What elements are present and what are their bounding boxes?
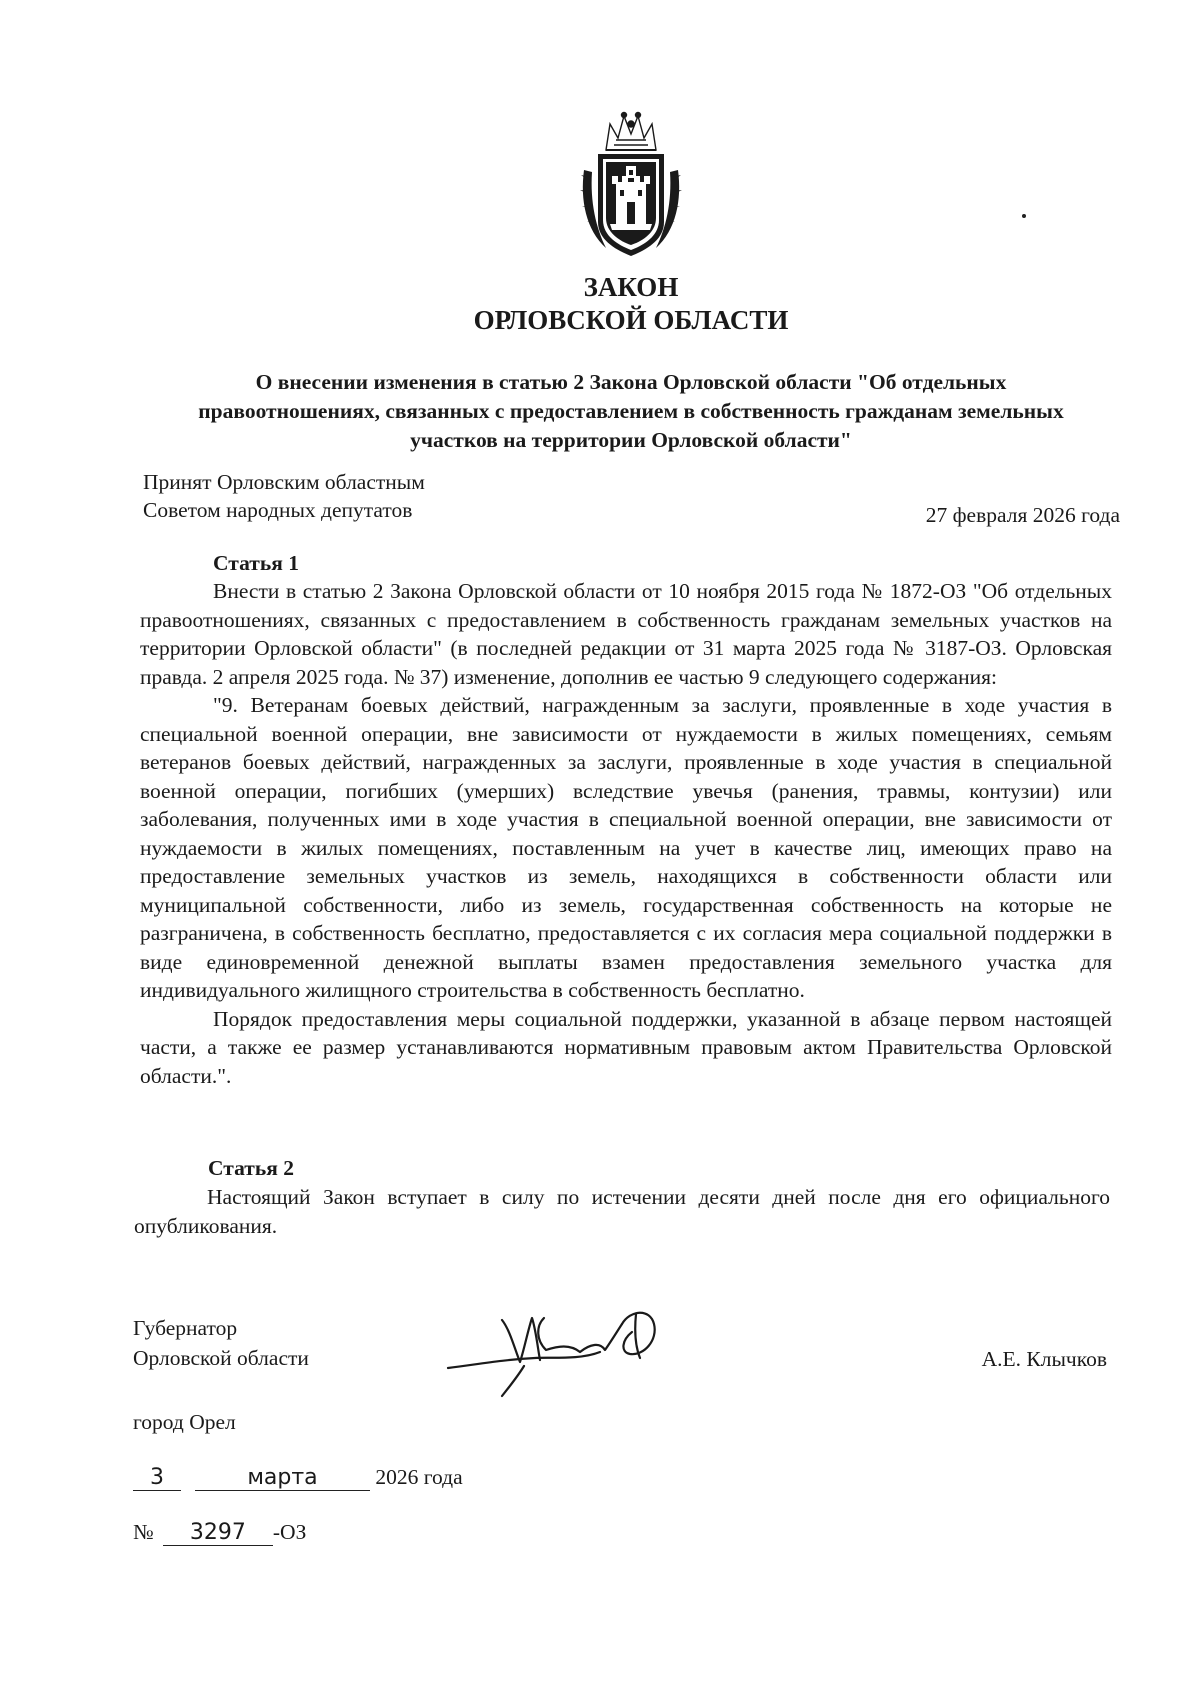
law-number-value: 3297 <box>163 1521 273 1546</box>
signing-month: марта <box>195 1466 370 1491</box>
law-number-prefix: № <box>133 1520 154 1544</box>
article-1-paragraph-3: Порядок предоставления меры социальной поддержки, указанной в абзаце первом настоящей части, а также ее размер устанавливаются нормативным правовым актом Правительства Орловской области.". <box>140 1006 1112 1088</box>
law-number-suffix: -ОЗ <box>272 1520 307 1544</box>
adoption-block <box>143 468 425 524</box>
signing-day: 3 <box>133 1466 181 1491</box>
law-number <box>133 1520 306 1546</box>
handwritten-signature <box>440 1300 700 1400</box>
governor-title-line-2: Орловской области <box>133 1346 309 1370</box>
city: город Орел <box>133 1410 236 1434</box>
article-1-paragraph-1: Внести в статью 2 Закона Орловской области от 10 ноября 2015 года № 1872-ОЗ "Об отдельных правоотношениях, связанных с предоставлением в собственность гражданам земельных участков на территории Орловской области" (в последней редакции от 31 марта 2025 года № 3187-ОЗ. Орловская правда. 2 апреля 2025 года. № 37) изменение, дополнив ее частью 9 следующего содержания: <box>140 579 1112 689</box>
article-2-heading: Статья 2 <box>208 1156 294 1180</box>
adoption-line-1: Принят Орловским областным <box>143 470 425 494</box>
adoption-date: 27 февраля 2026 года <box>925 503 1120 527</box>
governor-name: А.Е. Клычков <box>981 1347 1107 1371</box>
coat-of-arms-icon <box>576 110 686 260</box>
region-title: ОРЛОВСКОЙ ОБЛАСТИ <box>473 305 789 335</box>
article-1-heading: Статья 1 <box>213 551 299 575</box>
adoption-line-2: Советом народных депутатов <box>143 498 413 522</box>
signing-date <box>133 1465 463 1497</box>
scan-speck <box>1022 214 1026 218</box>
law-subject: О внесении изменения в статью 2 Закона Орловской области "Об отдельных правоотношениях, связанных с предоставлением в собственность гражданам земельных участков на территории Орловской области" <box>198 370 1064 452</box>
signing-year: 2026 года <box>375 1465 463 1489</box>
governor-title-line-1: Губернатор <box>133 1316 238 1340</box>
law-title: ЗАКОН <box>583 272 679 302</box>
article-1-paragraph-2: "9. Ветеранам боевых действий, награжденным за заслуги, проявленные в ходе участия в специальной военной операции, вне зависимости от нуждаемости в жилых помещениях, семьям ветеранов боевых действий, награжденных за заслуги, проявленные в ходе участия в специальной военной операции, погибших (умерших) вследствие увечья (ранения, травмы, контузии) или заболевания, полученных ими в ходе участия в специальной военной операции, вне зависимости от нуждаемости в жилых помещениях, поставленным на учет в качестве лиц, имеющих право на предоставление земельных участков из земель, находящихся в собственности области или муниципальной собственности, либо из земель, государственная собственность на которые не разграничена, в собственность бесплатно, предоставляется с их согласия мера социальной поддержки в виде единовременной денежной выплаты взамен предоставления земельного участка для индивидуального жилищного строительства в собственность бесплатно. <box>140 693 1112 1002</box>
article-1-body <box>140 577 1112 1090</box>
article-2-body <box>134 1183 1110 1240</box>
article-2-paragraph-1: Настоящий Закон вступает в силу по истечении десяти дней после дня его официального опубликования. <box>134 1185 1110 1238</box>
governor-title <box>133 1313 309 1373</box>
